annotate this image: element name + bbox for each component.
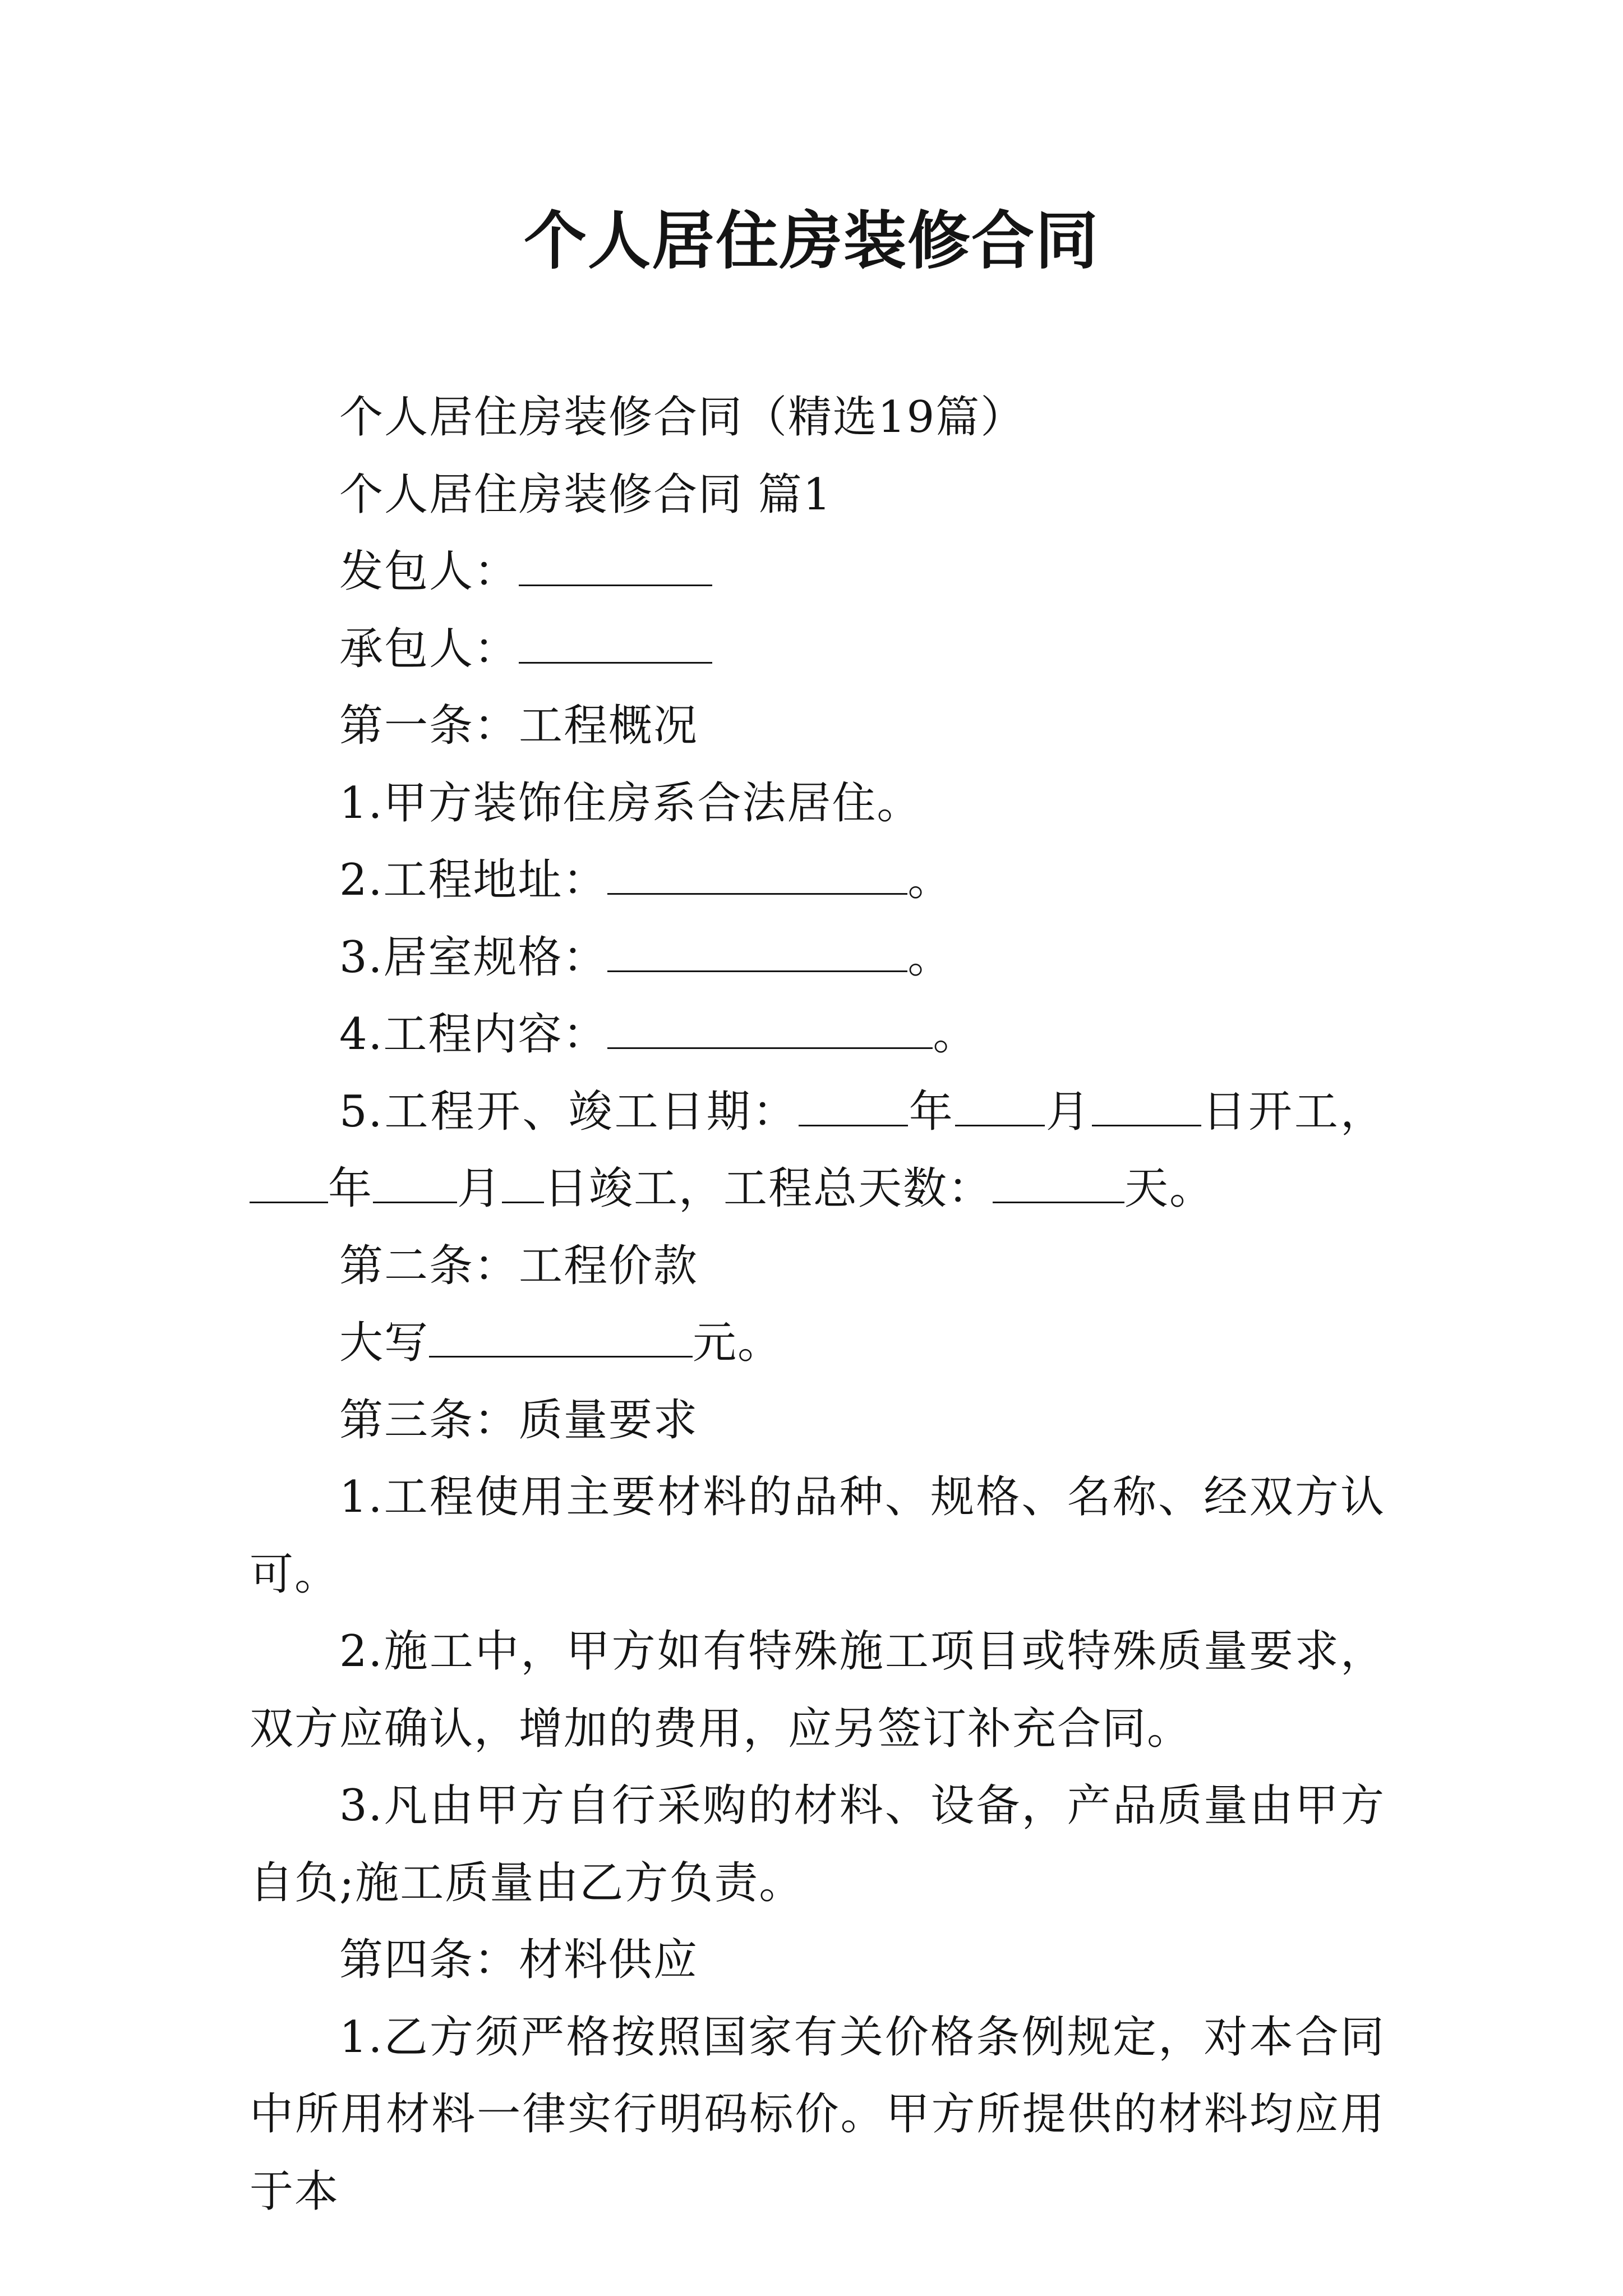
article-heading: 第四条：材料供应 <box>339 1935 699 1985</box>
article-heading: 第二条：工程价款 <box>339 1240 699 1291</box>
start-day-blank <box>1092 1090 1201 1126</box>
price-blank <box>429 1321 693 1358</box>
end-day-blank <box>502 1167 544 1203</box>
work-content-blank <box>607 1013 933 1049</box>
paragraph: 1.乙方须严格按照国家有关价格条例规定，对本合同中所用材料一律实行明码标价。甲方所提供的材料均应用于本 <box>250 2012 1385 2217</box>
address-label: 2.工程地址： <box>339 855 608 905</box>
contractor-label: 承包人： <box>339 623 519 674</box>
subtitle-line: 个人居住房装修合同（精选19篇） <box>339 392 1026 443</box>
paragraph: 1.甲方装饰住房系合法居住。 <box>339 777 922 829</box>
article-heading: 第三条：质量要求 <box>339 1395 699 1446</box>
paragraph: 1.工程使用主要材料的品种、规格、名称、经双方认可。 <box>250 1472 1385 1600</box>
price-unit: 元。 <box>693 1318 783 1368</box>
end-year-blank <box>250 1167 328 1203</box>
price-label: 大写 <box>339 1318 430 1368</box>
work-content-end: 。 <box>933 1009 978 1060</box>
month-label: 月 <box>1044 1086 1092 1137</box>
start-month-blank <box>955 1090 1045 1126</box>
start-year-blank <box>799 1090 908 1126</box>
start-label: 日开工， <box>1201 1086 1385 1137</box>
employer-blank <box>519 550 712 586</box>
address-blank <box>607 858 907 895</box>
section-heading: 个人居住房装修合同 篇1 <box>339 469 832 520</box>
document-body <box>250 379 1385 2230</box>
work-content-label: 4.工程内容： <box>339 1009 608 1060</box>
work-content-line <box>250 996 1385 1074</box>
room-spec-end: 。 <box>907 932 953 983</box>
document-title: 个人居住房装修合同 <box>524 205 1099 278</box>
end-month-blank <box>373 1167 457 1203</box>
contractor-line <box>250 611 1385 688</box>
article-heading: 第一条：工程概况 <box>339 701 699 751</box>
schedule-label: 5.工程开、竣工日期： <box>339 1086 799 1137</box>
year-label: 年 <box>907 1086 955 1137</box>
room-spec-line <box>250 919 1385 997</box>
employer-label: 发包人： <box>339 546 519 597</box>
total-days-blank <box>993 1167 1124 1203</box>
address-line <box>250 842 1385 919</box>
days-label: 天。 <box>1124 1163 1215 1214</box>
contractor-blank <box>519 627 712 664</box>
price-line <box>250 1305 1385 1382</box>
year-label: 年 <box>328 1163 374 1214</box>
schedule-paragraph <box>250 1074 1385 1228</box>
room-spec-label: 3.居室规格： <box>339 932 608 983</box>
month-label: 月 <box>457 1163 502 1214</box>
paragraph: 2.施工中，甲方如有特殊施工项目或特殊质量要求，双方应确认，增加的费用，应另签订补充合同。 <box>250 1626 1385 1754</box>
paragraph: 3.凡由甲方自行采购的材料、设备，产品质量由甲方自负;施工质量由乙方负责。 <box>250 1780 1385 1908</box>
room-spec-blank <box>607 936 907 972</box>
address-end: 。 <box>907 855 953 905</box>
employer-line <box>250 533 1385 611</box>
completion-label: 日竣工，工程总天数： <box>544 1163 993 1214</box>
